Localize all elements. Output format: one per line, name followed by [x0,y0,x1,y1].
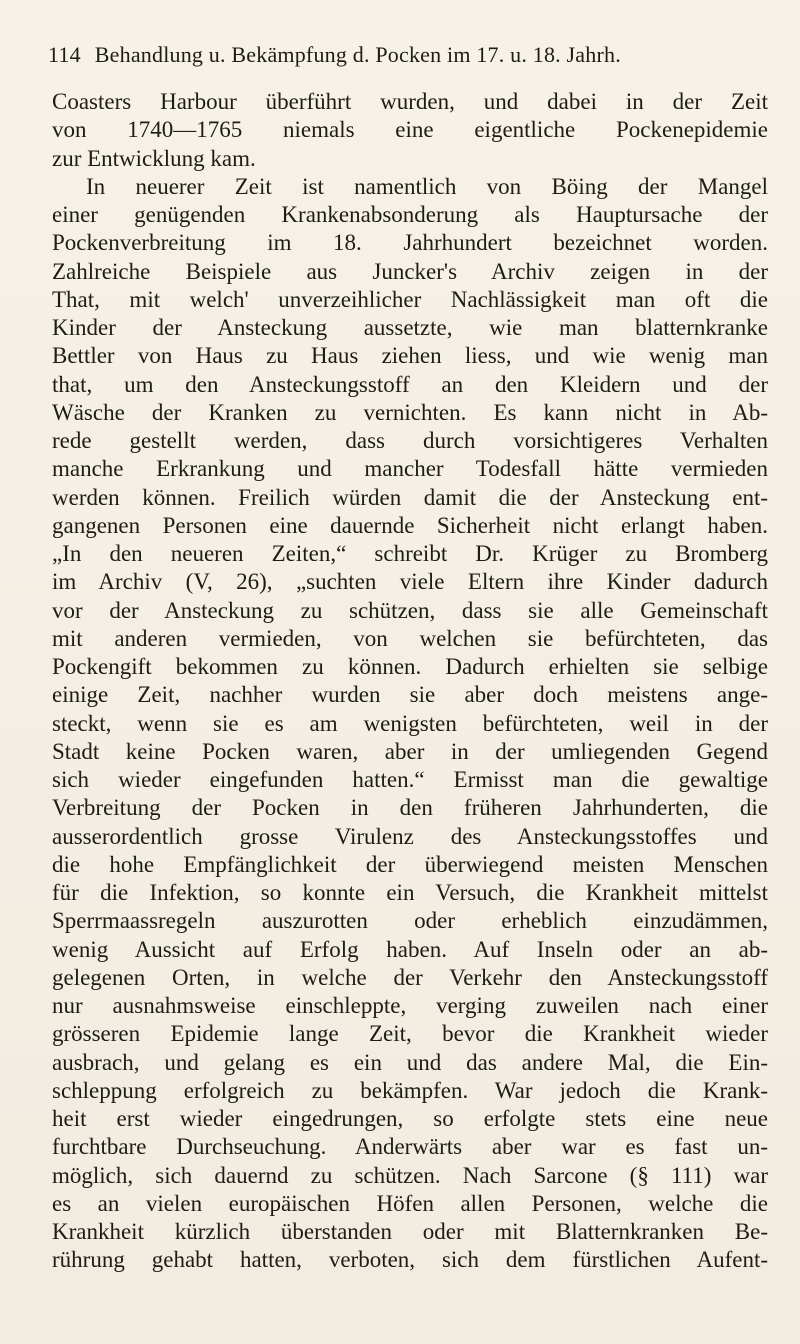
text-line: Bettler von Haus zu Haus ziehen liess, und wie wenig man [52,343,768,369]
text-line: Wäsche der Kranken zu vernichten. Es kann nicht in Ab- [52,399,768,425]
body-text [52,88,768,1275]
text-line: rührung gehabt hatten, verboten, sich dem fürstlichen Aufent- [52,1247,768,1273]
text-line: es an vielen europäischen Höfen allen Personen, welche die [52,1190,768,1216]
running-head [48,42,768,68]
page-number: 114 [48,42,81,67]
text-line: Pockenverbreitung im 18. Jahrhundert bezeichnet worden. [52,230,768,256]
text-line: That, mit welch' unverzeihlicher Nachlässigkeit man oft die [52,286,768,312]
text-line: Verbreitung der Pocken in den früheren Jahrhunderten, die [52,795,768,821]
text-line: ausbrach, und gelang es ein und das andere Mal, die Ein- [52,1049,768,1075]
text-line: zur Entwicklung kam. [52,145,256,171]
text-line: im Archiv (V, 26), „suchten viele Eltern ihre Kinder dadurch [52,569,768,595]
text-line: Pockengift bekommen zu können. Dadurch erhielten sie selbige [52,654,768,679]
text-line: Coasters Harbour überführt wurden, und dabei in der Zeit [52,89,768,114]
text-line: einige Zeit, nachher wurden sie aber doch meistens ange- [52,682,768,708]
text-line: von 1740—1765 niemals eine eigentliche Pockenepidemie [52,117,768,143]
text-line: that, um den Ansteckungsstoff an den Kleidern und der [52,371,768,397]
text-line: werden können. Freilich würden damit die der Ansteckung ent- [52,484,768,510]
text-line: Stadt keine Pocken waren, aber in der umliegenden Gegend [52,738,768,764]
text-line: ausserordentlich grosse Virulenz des Ansteckungsstoffes und [52,823,768,849]
text-line: steckt, wenn sie es am wenigsten befürchteten, weil in der [52,710,768,736]
text-line: möglich, sich dauernd zu schützen. Nach Sarcone (§ 111) war [52,1162,768,1188]
text-line: vor der Ansteckung zu schützen, dass sie alle Gemeinschaft [52,597,768,623]
text-line: Kinder der Ansteckung aussetzte, wie man blatternkranke [52,315,768,340]
text-line: gelegenen Orten, in welche der Verkehr den Ansteckungsstoff [52,964,768,990]
text-line: schleppung erfolgreich zu bekämpfen. War jedoch die Krank- [52,1077,768,1103]
text-line: mit anderen vermieden, von welchen sie befürchteten, das [52,625,768,651]
text-line: manche Erkrankung und mancher Todesfall hätte vermieden [52,456,768,482]
running-head-title: Behandlung u. Bekämpfung d. Pocken im 17. u. 18. Jahrh. [94,42,621,67]
text-line: Sperrmaassregeln auszurotten oder erheblich einzudämmen, [52,908,768,934]
text-line: „In den neueren Zeiten,“ schreibt Dr. Krüger zu Bromberg [52,541,768,566]
text-line: nur ausnahmsweise einschleppte, verging zuweilen nach einer [52,993,768,1018]
text-line: Krankheit kürzlich überstanden oder mit Blatternkranken Be- [52,1219,768,1244]
text-line: sich wieder eingefunden hatten.“ Ermisst man die gewaltige [52,767,768,792]
text-line: grösseren Epidemie lange Zeit, bevor die Krankheit wieder [52,1021,768,1047]
text-line: für die Infektion, so konnte ein Versuch, die Krankheit mittelst [52,880,768,905]
text-line: rede gestellt werden, dass durch vorsichtigeres Verhalten [52,428,768,453]
text-line: gangenen Personen eine dauernde Sicherheit nicht erlangt haben. [52,512,768,538]
text-line: einer genügenden Krankenabsonderung als Hauptursache der [52,202,768,227]
text-line: wenig Aussicht auf Erfolg haben. Auf Inseln oder an ab- [52,936,768,962]
text-line: heit erst wieder eingedrungen, so erfolgte stets eine neue [52,1106,768,1131]
text-line: Zahlreiche Beispiele aus Juncker's Archiv zeigen in der [52,258,768,284]
text-line: furchtbare Durchseuchung. Anderwärts aber war es fast un- [52,1134,768,1160]
text-line: In neuerer Zeit ist namentlich von Böing der Mangel [86,173,768,199]
text-line: die hohe Empfänglichkeit der überwiegend meisten Menschen [52,851,768,877]
